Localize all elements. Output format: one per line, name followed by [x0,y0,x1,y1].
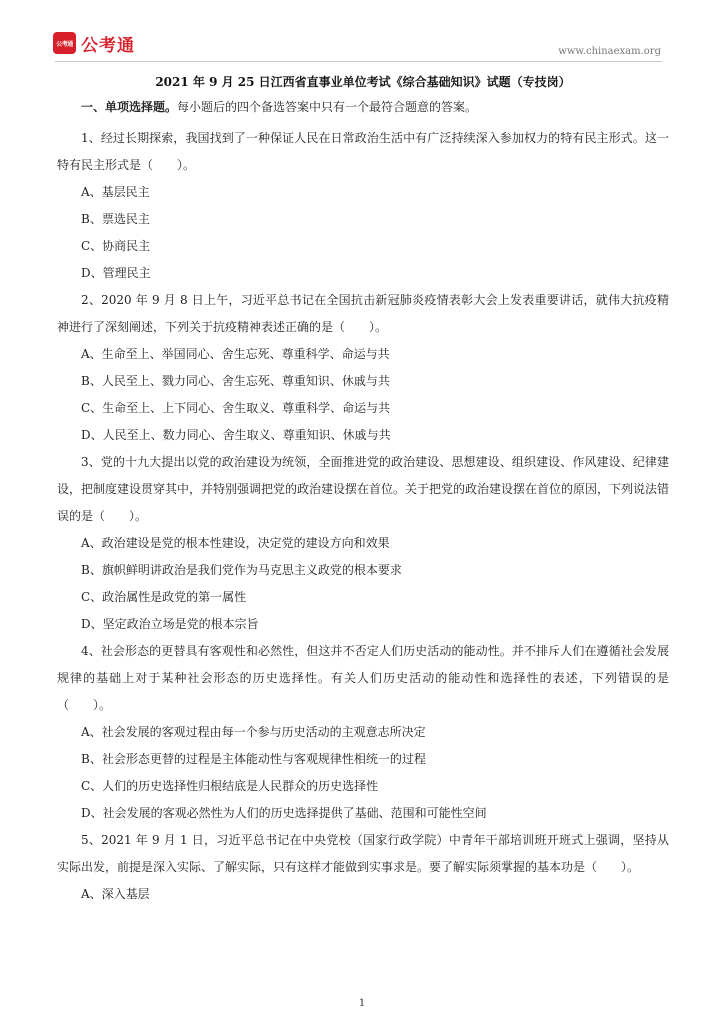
option-a: A、政治建设是党的根本性建设，决定党的建设方向和效果 [81,536,390,550]
option-b: B、社会形态更替的过程是主体能动性与客观规律性相统一的过程 [81,752,426,766]
option-d: D、人民至上、数力同心、舍生取义、尊重知识、休戚与共 [81,428,391,442]
option-d: D、社会发展的客观必然性为人们的历史选择提供了基础、范围和可能性空间 [81,806,487,820]
option-d: D、坚定政治立场是党的根本宗旨 [81,617,259,631]
option-c: C、生命至上、上下同心、舍生取义、尊重科学、命运与共 [81,401,391,415]
option-b: B、人民至上、戮力同心、舍生忘死、尊重知识、休戚与共 [81,374,390,388]
option-a: A、基层民主 [81,185,150,199]
header-divider [55,61,662,62]
question-4 [57,638,669,827]
option-c: C、政治属性是政党的第一属性 [81,590,247,604]
option-b: B、票选民主 [81,212,150,226]
logo-badge-icon: 公考通 [53,32,76,54]
page-number: 1 [358,998,366,1009]
brand-logo[interactable] [53,31,135,55]
page-header [0,0,724,62]
question-stem: 4、社会形态的更替具有客观性和必然性，但这并不否定人们历史活动的能动性。并不排斥人们在遵循社会发展规律的基础上对于某种社会形态的历史选择性。有关人们历史活动的能动性和选择性的表述，下列错误的是（ ）。 [57,644,669,712]
option-a: A、深入基层 [81,887,150,901]
option-d: D、管理民主 [81,266,151,280]
page-title: 2021 年 9 月 25 日江西省直事业单位考试《综合基础知识》试题（专技岗） [155,75,571,89]
question-stem: 5、2021 年 9 月 1 日，习近平总书记在中央党校（国家行政学院）中青年干部培训班开班式上强调，坚持从实际出发，前提是深入实际、了解实际，只有这样才能做到实事求是。要了解实际须掌握的基本功是（ ）。 [57,833,669,874]
question-3 [57,449,669,638]
option-b: B、旗帜鲜明讲政治是我们党作为马克思主义政党的根本要求 [81,563,402,577]
question-5 [57,827,669,908]
logo-text: 公考通 [81,35,135,56]
option-c: C、协商民主 [81,239,151,253]
question-2 [57,287,669,449]
question-1 [57,125,669,287]
option-a: A、社会发展的客观过程由每一个参与历史活动的主观意志所决定 [81,725,426,739]
question-stem: 3、党的十九大提出以党的政治建设为统领，全面推进党的政治建设、思想建设、组织建设、作风建设、纪律建设，把制度建设贯穿其中，并特别强调把党的政治建设摆在首位。关于把党的政治建设摆在首位的原因，下列说法错误的是（ ）。 [57,455,670,523]
site-url[interactable]: www.chinaexam.org [558,46,661,57]
document-body [57,74,669,908]
question-stem: 2、2020 年 9 月 8 日上午，习近平总书记在全国抗击新冠肺炎疫情表彰大会上发表重要讲话，就伟大抗疫精神进行了深刻阐述，下列关于抗疫精神表述正确的是（ ）。 [57,293,669,334]
question-stem: 1、经过长期探索，我国找到了一种保证人民在日常政治生活中有广泛持续深入参加权力的特有民主形式。这一特有民主形式是（ ）。 [57,131,669,172]
section-instruction: 每小题后的四个备选答案中只有一个最符合题意的答案。 [177,100,478,114]
section-title: 一、单项选择题。 [81,100,178,114]
option-c: C、人们的历史选择性归根结底是人民群众的历史选择性 [81,779,379,793]
option-a: A、生命至上、举国同心、舍生忘死、尊重科学、命运与共 [81,347,390,361]
section-heading [57,99,669,115]
